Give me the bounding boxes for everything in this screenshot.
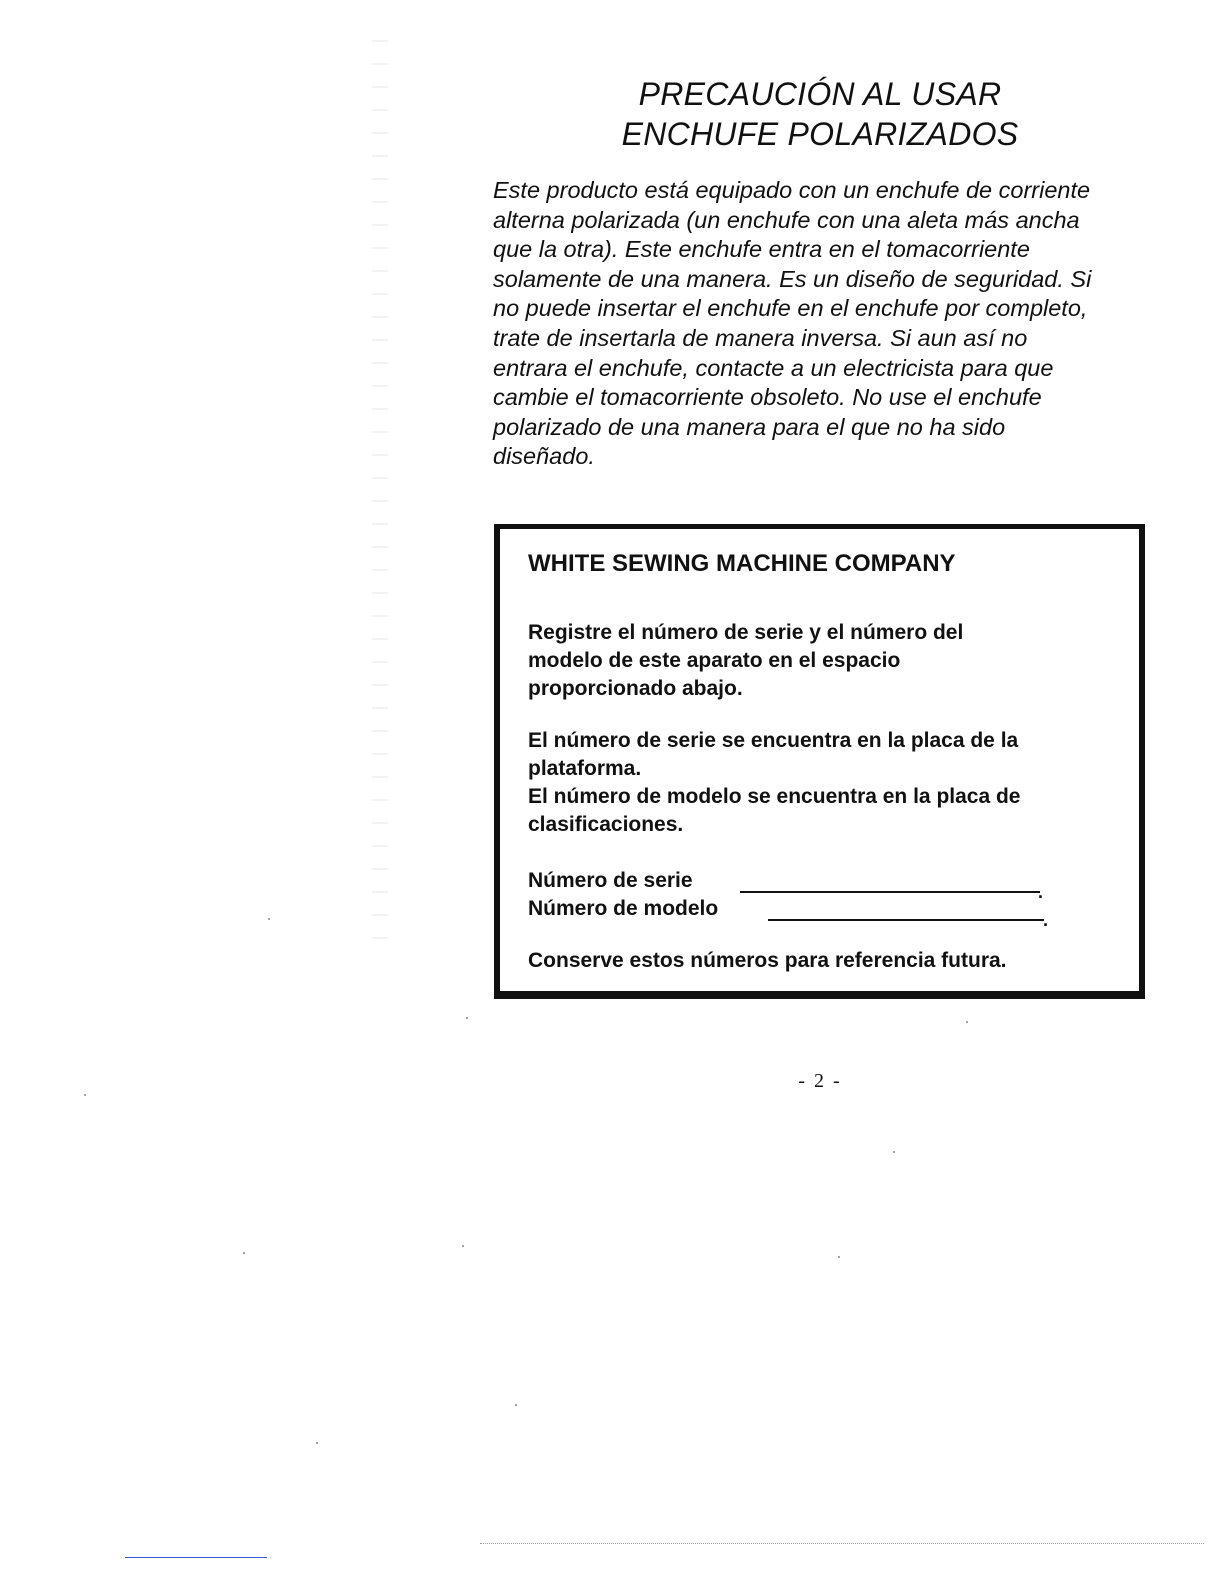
model-number-period: . [1043,910,1049,930]
register-line: Registre el número de serie y el número del [528,621,964,644]
plate-line: El número de serie se encuentra en la placa de la [528,729,1019,752]
caution-line: solamente de una manera. Es un diseño de seguridad. Si [493,265,1092,292]
caution-line: polarizado de una manera para el que no ha sido [493,413,1006,440]
keep-numbers-note: Conserve estos números para referencia futura. [528,949,1007,972]
scan-speck [466,1017,468,1019]
scan-speck [515,1404,517,1406]
footer-underline [125,1557,267,1558]
model-number-field [528,895,1049,930]
scan-speck [243,1252,245,1254]
serial-number-blank [740,891,1040,893]
caution-line: que la otra). Este enchufe entra en el tomacorriente [493,236,1030,263]
caution-line: no puede insertar el enchufe en el enchufe por completo, [493,295,1088,322]
page-title [520,74,1120,154]
scan-speck [84,1094,86,1096]
scan-speck [893,1151,895,1153]
scan-speck [268,918,270,920]
scan-speck [966,1021,968,1023]
caution-paragraph [493,176,1163,472]
model-number-blank [768,919,1044,921]
scan-speck [462,1245,464,1247]
plate-line: plataforma. [528,757,642,780]
plate-line: El número de modelo se encuentra en la placa de [528,785,1021,808]
serial-number-field [528,867,1044,902]
register-instructions [528,619,963,703]
caution-line: entrara el enchufe, contacte a un electricista para que [493,354,1054,381]
scan-margin-artifacts [372,40,388,940]
caution-line: Este producto está equipado con un enchufe de corriente [493,177,1091,203]
scan-speck [316,1442,318,1444]
scan-speck [838,1256,840,1258]
page-number: - 2 - [798,1070,842,1092]
caution-line: alterna polarizada (un enchufe con una aleta más ancha [493,206,1080,233]
caution-line: cambie el tomacorriente obsoleto. No use el enchufe [493,384,1042,411]
plate-line: clasificaciones. [528,813,684,836]
plate-location-note [528,727,1021,839]
serial-number-period: . [1038,882,1044,902]
model-number-label: Número de modelo [528,897,719,920]
register-line: modelo de este aparato en el espacio [528,649,901,672]
serial-number-label: Número de serie [528,869,693,892]
caution-line: diseñado. [493,443,595,470]
title-line-1: PRECAUCIÓN AL USAR [638,76,1002,112]
company-name: WHITE SEWING MACHINE COMPANY [528,550,956,577]
scan-bottom-edge [480,1543,1204,1544]
caution-line: trate de insertarla de manera inversa. Si aun así no [493,324,1028,351]
registration-box [494,524,1145,999]
title-line-2: ENCHUFE POLARIZADOS [621,116,1019,152]
register-line: proporcionado abajo. [528,677,743,700]
